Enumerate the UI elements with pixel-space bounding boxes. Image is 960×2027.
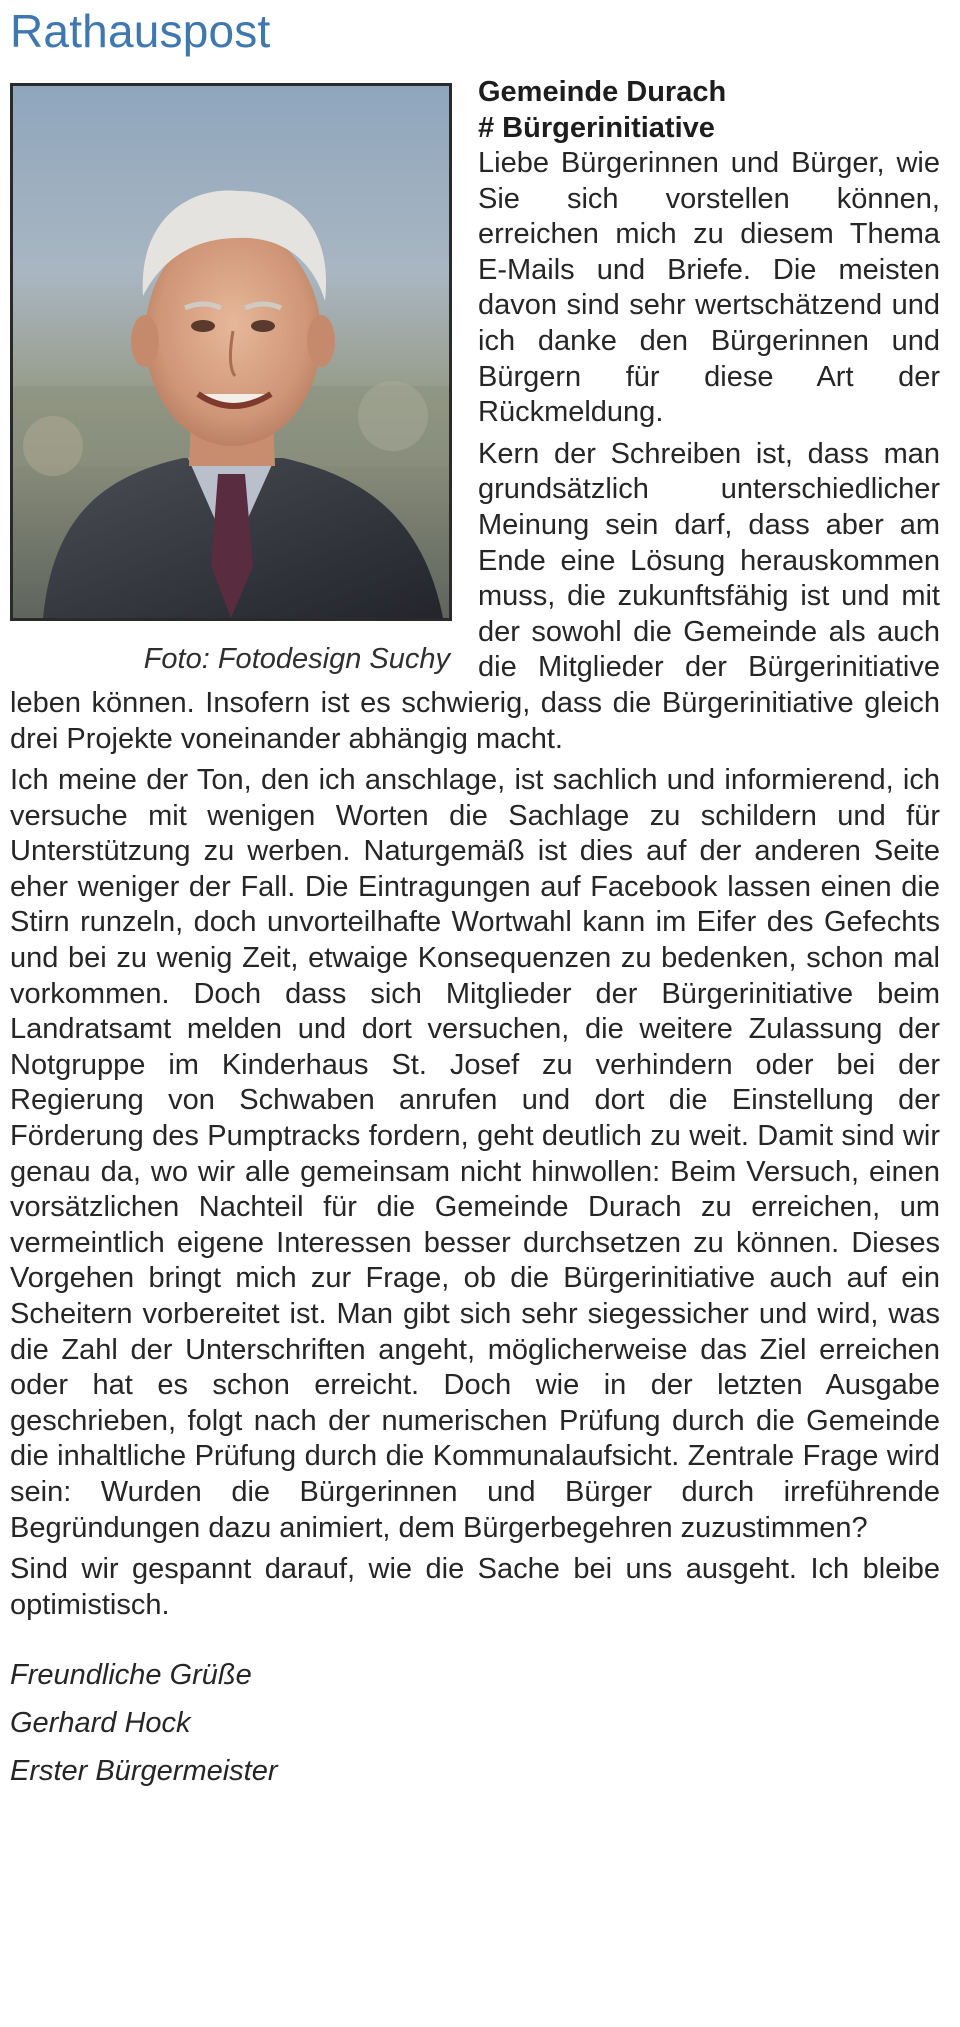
signature-greeting: Freundliche Grüße bbox=[10, 1659, 252, 1692]
masthead-title: Rathauspost bbox=[10, 5, 271, 57]
portrait-illustration bbox=[13, 86, 449, 618]
article-paragraph-2: Kern der Schreiben ist, dass man grundsätzlich unterschiedlicher Meinung sein darf, dass aber am Ende eine Lösung herauskommen muss, die zukunftsfähig ist und mit der sowohl die Gemeinde als auch die Mitglieder der Bürgerinitiative leben können. Insofern ist es schwierig, dass die Bürgerinitiative gleich drei Projekte voneinander abhängig macht. bbox=[10, 437, 940, 755]
signature-title: Erster Bürgermeister bbox=[10, 1755, 278, 1788]
page bbox=[10, 0, 940, 1795]
mayor-portrait-photo bbox=[10, 83, 452, 621]
signature-block bbox=[10, 1651, 940, 1795]
article-paragraph-4: Sind wir gespannt darauf, wie die Sache bei uns ausgeht. Ich bleibe optimistisch. bbox=[10, 1553, 940, 1621]
article-heading-line1: Gemeinde Durach bbox=[478, 76, 727, 108]
article-paragraph-3: Ich meine der Ton, den ich anschlage, ist sachlich und informierend, ich versuche mit wenigen Worten die Sachlage zu schildern und für Unterstützung zu werben. Naturgemäß ist dies auf der anderen Seite eher weniger der Fall. Die Eintragungen auf Facebook lassen einen die Stirn runzeln, doch unvorteilhafte Wortwahl kann im Eifer des Gefechts und bei zu wenig Zeit, etwaige Konsequenzen zu bedenken, schon mal vorkommen. Doch dass sich Mitglieder der Bürgerinitiative beim Landratsamt melden und dort versuchen, die weitere Zulassung der Notgruppe im Kinderhaus St. Josef zu verhindern oder bei der Regierung von Schwaben anrufen und dort die Einstellung der Förderung des Pumptracks fordern, geht deutlich zu weit. Damit sind wir genau da, wo wir alle gemeinsam nicht hinwollen: Beim Versuch, einen vorsätzlichen Nachteil für die Gemeinde Durach zu erreichen, um vermeintlich eigene Interessen besser durchsetzen zu können. Dieses Vorgehen bringt mich zur Frage, ob die Bürgerinitiative auch auf ein Scheitern vorbereitet ist. Man gibt sich sehr siegessicher und wird, was die Zahl der Unterschriften angeht, möglicherweise das Ziel erreichen oder hat es schon erreicht. Doch wie in der letzten Ausgabe geschrieben, folgt nach der numerischen Prüfung durch die Gemeinde die inhaltliche Prüfung durch die Kommunalaufsicht. Zentrale Frage wird sein: Wurden die Bürgerinnen und Bürger durch irreführende Begründungen dazu animiert, dem Bürgerbegehren zuzustimmen? bbox=[10, 764, 940, 1544]
signature-name: Gerhard Hock bbox=[10, 1707, 191, 1740]
article-paragraph-1: Liebe Bürgerinnen und Bürger, wie Sie sich vorstellen können, erreichen mich zu diesem Thema E-Mails und Briefe. Die meisten davon sind sehr wertschätzend und ich danke den Bürgerinnen und Bürgern für diese Art der Rückmeldung. bbox=[478, 147, 940, 429]
article-heading-line2: # Bürgerinitiative bbox=[478, 112, 715, 144]
photo-credit: Foto: Fotodesign Suchy bbox=[143, 643, 450, 675]
photo-block bbox=[10, 83, 452, 677]
